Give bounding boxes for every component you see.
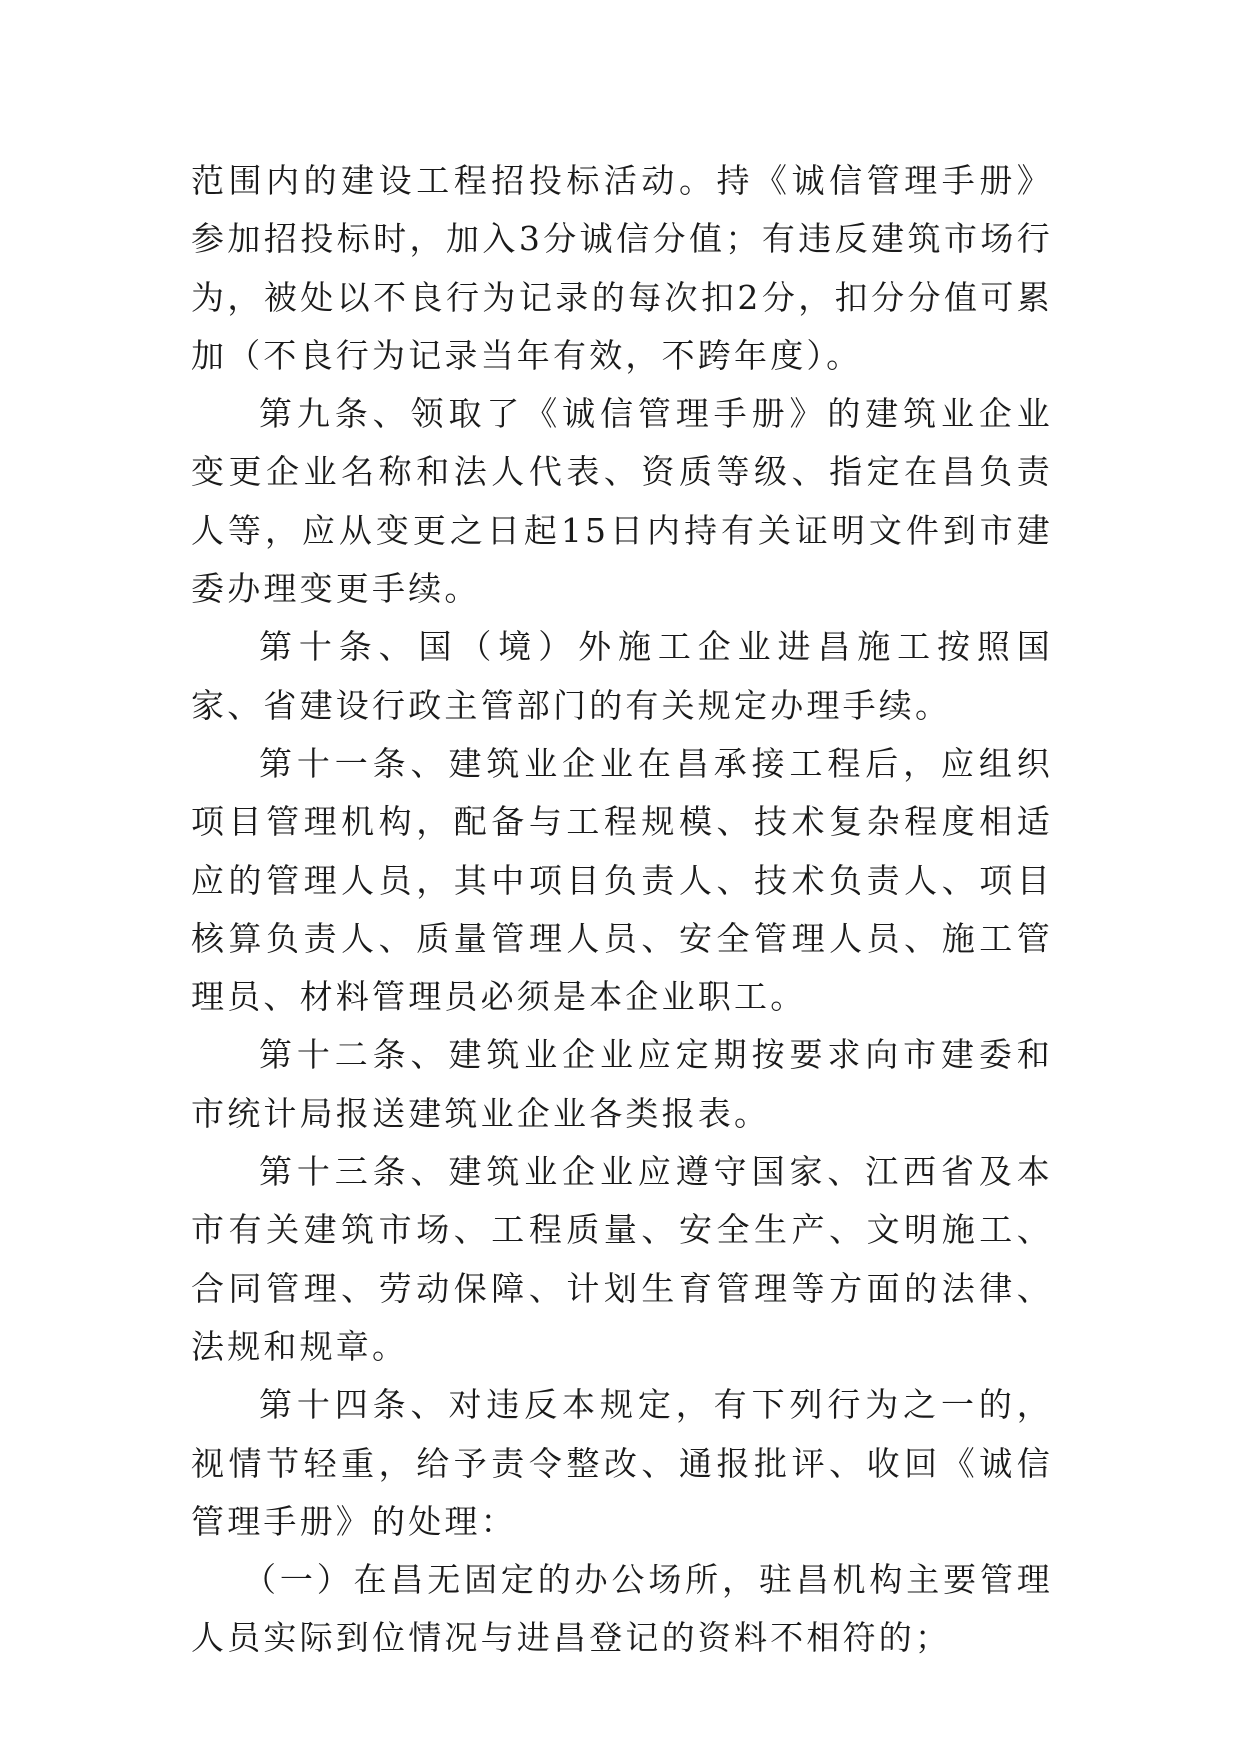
paragraph-article-14-item-1: （一）在昌无固定的办公场所，驻昌机构主要管理人员实际到位情况与进昌登记的资料不相符的； bbox=[191, 1560, 1053, 1658]
paragraph-article-12: 第十二条、建筑业企业应定期按要求向市建委和市统计局报送建筑业企业各类报表。 bbox=[191, 1035, 1053, 1133]
paragraph-article-13: 第十三条、建筑业企业应遵守国家、江西省及本市有关建筑市场、工程质量、安全生产、文明施工、合同管理、劳动保障、计划生育管理等方面的法律、法规和规章。 bbox=[191, 1152, 1053, 1366]
paragraph-article-14: 第十四条、对违反本规定，有下列行为之一的，视情节轻重，给予责令整改、通报批评、收回《诚信管理手册》的处理： bbox=[191, 1385, 1053, 1541]
paragraph-article-10: 第十条、国（境）外施工企业进昌施工按照国家、省建设行政主管部门的有关规定办理手续。 bbox=[191, 627, 1053, 725]
paragraph-article-9: 第九条、领取了《诚信管理手册》的建筑业企业变更企业名称和法人代表、资质等级、指定在昌负责人等，应从变更之日起15日内持有关证明文件到市建委办理变更手续。 bbox=[191, 394, 1053, 609]
paragraph-article-11: 第十一条、建筑业企业在昌承接工程后，应组织项目管理机构，配备与工程规模、技术复杂程度相适应的管理人员，其中项目负责人、技术负责人、项目核算负责人、质量管理人员、安全管理人员、施工管理员、材料管理员必须是本企业职工。 bbox=[191, 743, 1053, 1017]
document-body bbox=[191, 152, 1053, 1668]
paragraph-continued: 范围内的建设工程招投标活动。持《诚信管理手册》参加招投标时，加入3分诚信分值；有违反建筑市场行为，被处以不良行为记录的每次扣2分，扣分分值可累加（不良行为记录当年有效，不跨年度）。 bbox=[191, 161, 1053, 375]
